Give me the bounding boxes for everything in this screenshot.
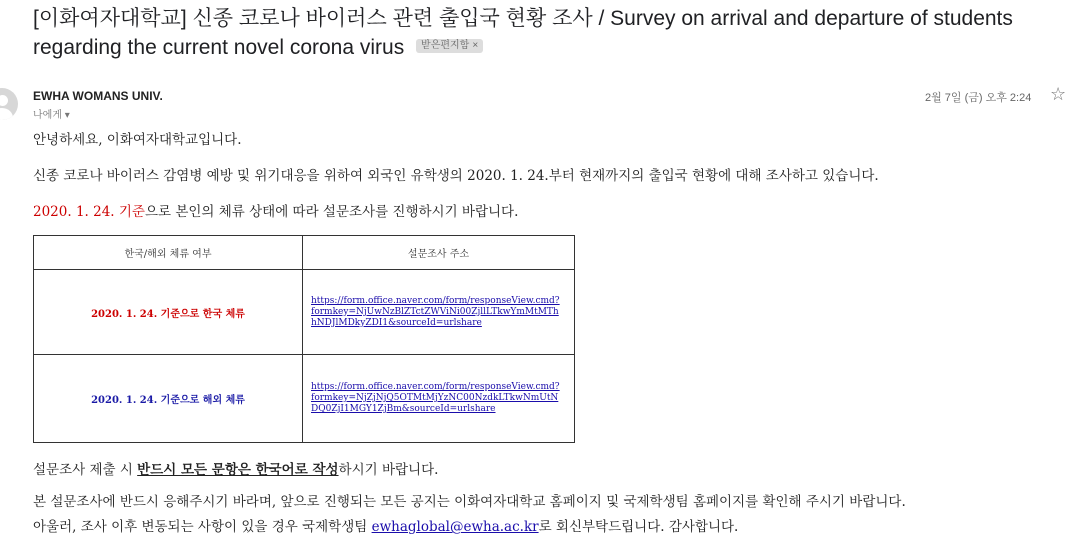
survey-table [33,235,575,443]
table-header-stay: 한국/해외 체류 여부 [34,236,303,270]
survey-link-korea[interactable]: https://form.office.naver.com/form/responseView.cmd?formkey=NjUwNzBlZTctZWViNi00ZjllLTkwYmMtMThhNDJlMDkyZDI1&sourceId=urlshare [311,295,560,328]
instruction-date-highlight: 2020. 1. 24. 기준 [33,204,145,220]
contact-email-link[interactable]: ewhaglobal@ewha.ac.kr [371,519,539,535]
note-emphasis: 반드시 모든 문항은 한국어로 작성 [137,462,339,478]
closing-text-1: 본 설문조사에 반드시 응해주시기 바라며, 앞으로 진행되는 모든 공지는 이화여자대학교 홈페이지 및 국제학생팀 홈페이지를 확인해 주시기 바랍니다. [33,494,906,510]
greeting-text: 안녕하세요, 이화여자대학교입니다. [33,132,242,148]
subject-text: [이화여자대학교] 신종 코로나 바이러스 관련 출입국 현황 조사 / Survey on arrival and departure of students regarding the current novel corona virus [33,7,1013,59]
note-pre: 설문조사 제출 시 [33,462,138,478]
remove-label-icon[interactable]: × [472,40,479,52]
table-row [34,270,575,355]
survey-link-abroad[interactable]: https://form.office.naver.com/form/responseView.cmd?formkey=NjZjNjQ5OTMtMjYzNC00NzdkLTkwNmUtNDQ0ZjI1MGY1ZjBm&sourceId=urlshare [311,382,560,414]
inbox-label-text: 받은편지함 [421,40,470,52]
closing2-pre: 아울러, 조사 이후 변동되는 사항이 있을 경우 국제학생팀 [33,519,372,535]
star-icon[interactable]: ☆ [1050,84,1067,104]
table-row [34,355,575,443]
note-post: 하시기 바랍니다. [338,462,439,478]
row-label-abroad: 2020. 1. 24. 기준으로 해외 체류 [34,355,303,443]
inbox-label-badge[interactable] [416,39,483,53]
recipient-details-toggle[interactable]: 나에게 ▾ [33,110,70,121]
sender-name: EWHA WOMANS UNIV. [33,89,163,103]
note-text [33,458,438,478]
row-label-korea: 2020. 1. 24. 기준으로 한국 체류 [34,270,303,355]
intro-text: 신종 코로나 바이러스 감염병 예방 및 위기대응을 위하여 외국인 유학생의 2020. 1. 24.부터 현재까지의 출입국 현황에 대해 조사하고 있습니다. [33,168,879,184]
email-subject [33,4,1063,62]
instruction-rest: 으로 본인의 체류 상태에 따라 설문조사를 진행하시기 바랍니다. [144,204,519,220]
sender-avatar [0,88,18,120]
closing2-post: 로 회신부탁드립니다. 감사합니다. [538,519,739,535]
email-date: 2월 7일 (금) 오후 2:24 [925,92,1032,104]
table-header-url: 설문조사 주소 [303,236,575,270]
instruction-text [33,200,518,220]
closing-text-2 [33,515,738,535]
